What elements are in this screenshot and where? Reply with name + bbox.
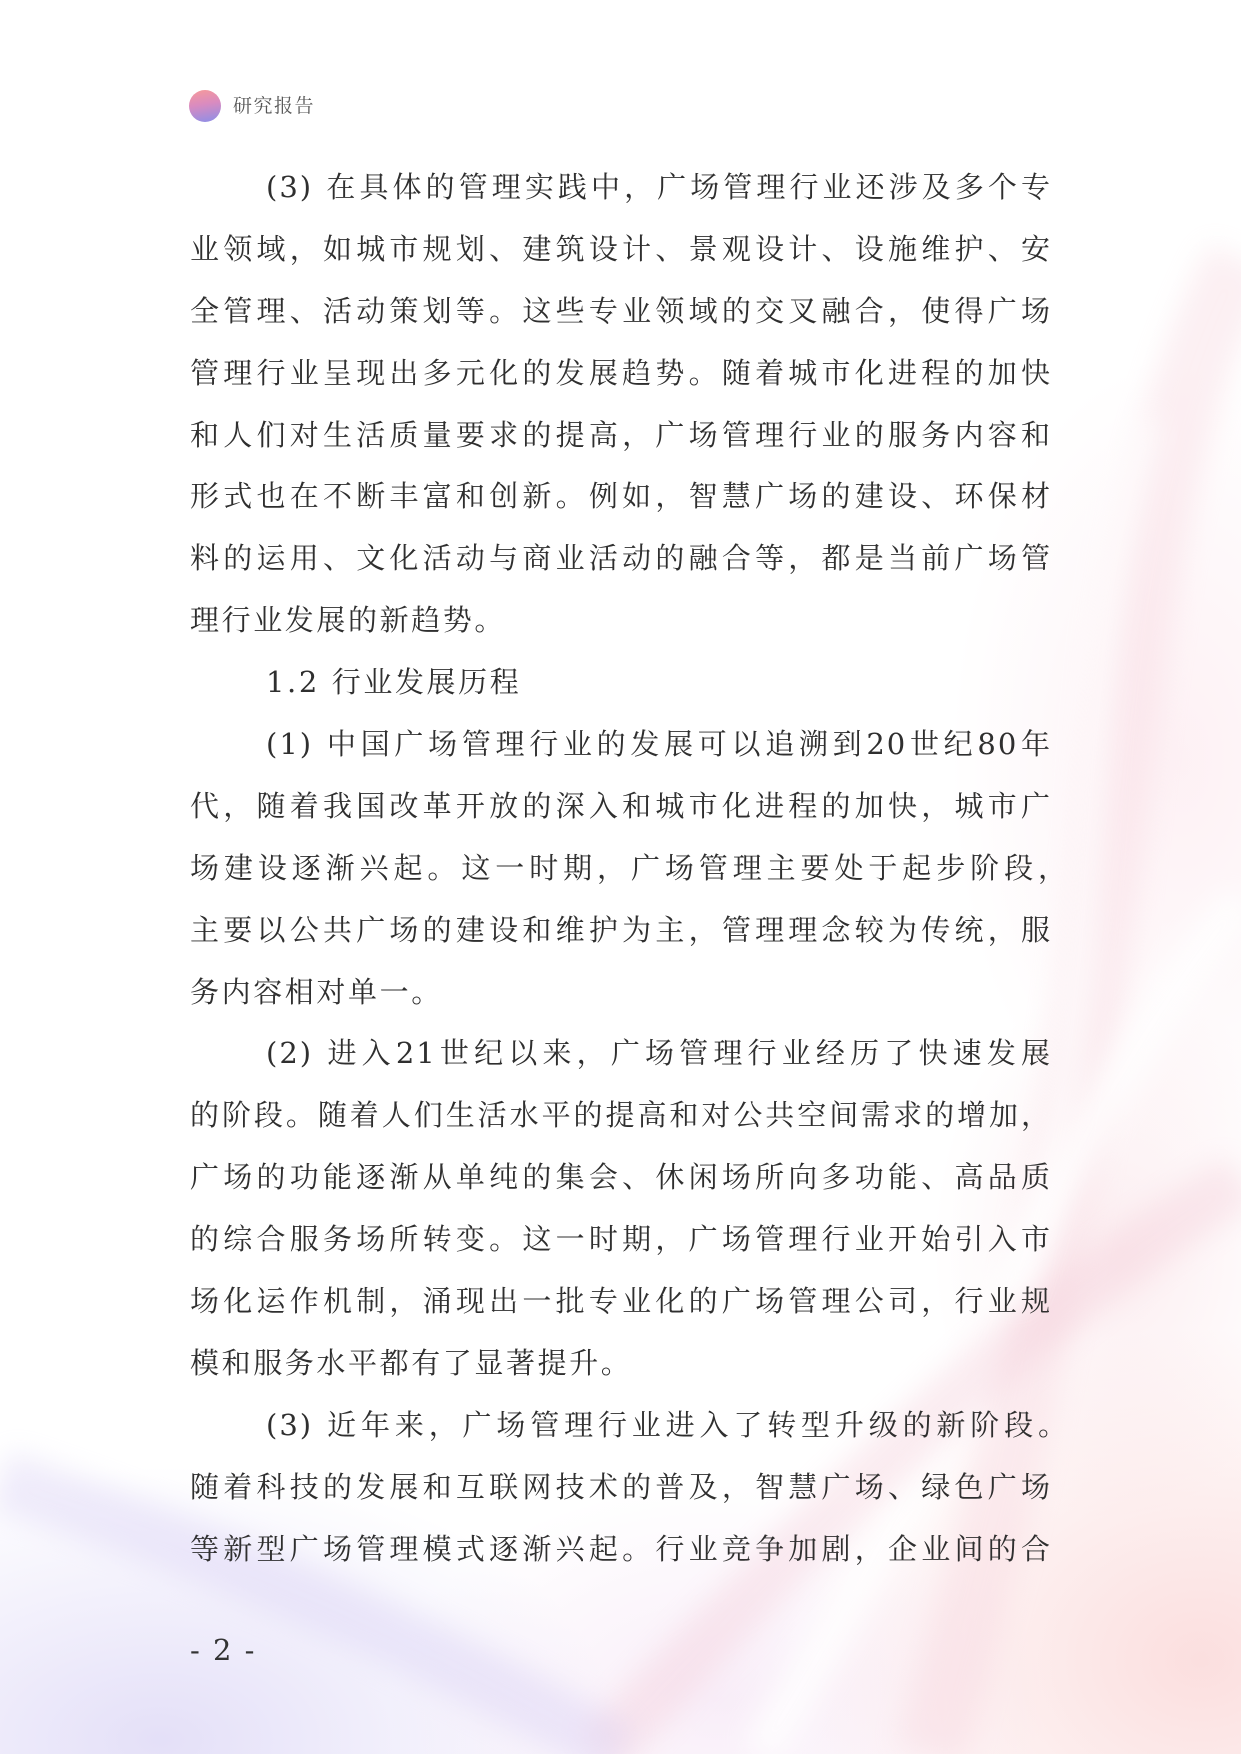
text-line: 广场的功能逐渐从单纯的集会、休闲场所向多功能、高品质 — [190, 1160, 1052, 1195]
text-line: 的阶段。随着人们生活水平的提高和对公共空间需求的增加， — [190, 1098, 1052, 1133]
paragraph-history-2 — [190, 1023, 1070, 1394]
text-line: (3) 在具体的管理实践中，广场管理行业还涉及多个专 — [266, 170, 1052, 204]
text-line: 料的运用、文化活动与商业活动的融合等，都是当前广场管 — [190, 541, 1052, 576]
text-line: 务内容相对单一。 — [190, 974, 443, 1009]
document-body — [190, 157, 1070, 1580]
text-line: 全管理、活动策划等。这些专业领域的交叉融合，使得广场 — [190, 293, 1052, 328]
text-line: (3) 近年来，广场管理行业进入了转型升级的新阶段。 — [266, 1407, 1069, 1442]
report-label: 研究报告 — [233, 95, 316, 117]
section-heading: 1.2 行业发展历程 — [266, 665, 522, 700]
text-line: 的综合服务场所转变。这一时期，广场管理行业开始引入市 — [190, 1222, 1052, 1257]
report-header — [189, 90, 315, 122]
text-line: 场建设逐渐兴起。这一时期，广场管理主要处于起步阶段， — [190, 850, 1069, 885]
text-line: 等新型广场管理模式逐渐兴起。行业竞争加剧，企业间的合 — [190, 1531, 1052, 1566]
text-line: 代，随着我国改革开放的深入和城市化进程的加快，城市广 — [190, 788, 1052, 823]
paragraph-intro — [190, 157, 1070, 652]
text-line: 随着科技的发展和互联网技术的普及，智慧广场、绿色广场 — [190, 1469, 1052, 1504]
text-line: (1) 中国广场管理行业的发展可以追溯到20世纪80年 — [266, 727, 1052, 762]
text-line: 形式也在不断丰富和创新。例如，智慧广场的建设、环保材 — [190, 479, 1052, 514]
text-line: 主要以公共广场的建设和维护为主，管理理念较为传统，服 — [190, 912, 1052, 947]
text-line: 理行业发展的新趋势。 — [190, 603, 507, 638]
text-line: 业领域，如城市规划、建筑设计、景观设计、设施维护、安 — [190, 231, 1052, 266]
gradient-circle-icon — [189, 90, 221, 122]
paragraph-history-3 — [190, 1395, 1070, 1581]
text-line: 管理行业呈现出多元化的发展趋势。随着城市化进程的加快 — [190, 355, 1052, 390]
text-line: 模和服务水平都有了显著提升。 — [190, 1345, 633, 1380]
text-line: 场化运作机制，涌现出一批专业化的广场管理公司，行业规 — [190, 1284, 1052, 1319]
text-line: (2) 进入21世纪以来，广场管理行业经历了快速发展 — [266, 1036, 1052, 1071]
paragraph-history-1 — [190, 714, 1070, 1023]
text-line: 和人们对生活质量要求的提高，广场管理行业的服务内容和 — [190, 417, 1052, 452]
page-number: - 2 - — [190, 1633, 257, 1667]
